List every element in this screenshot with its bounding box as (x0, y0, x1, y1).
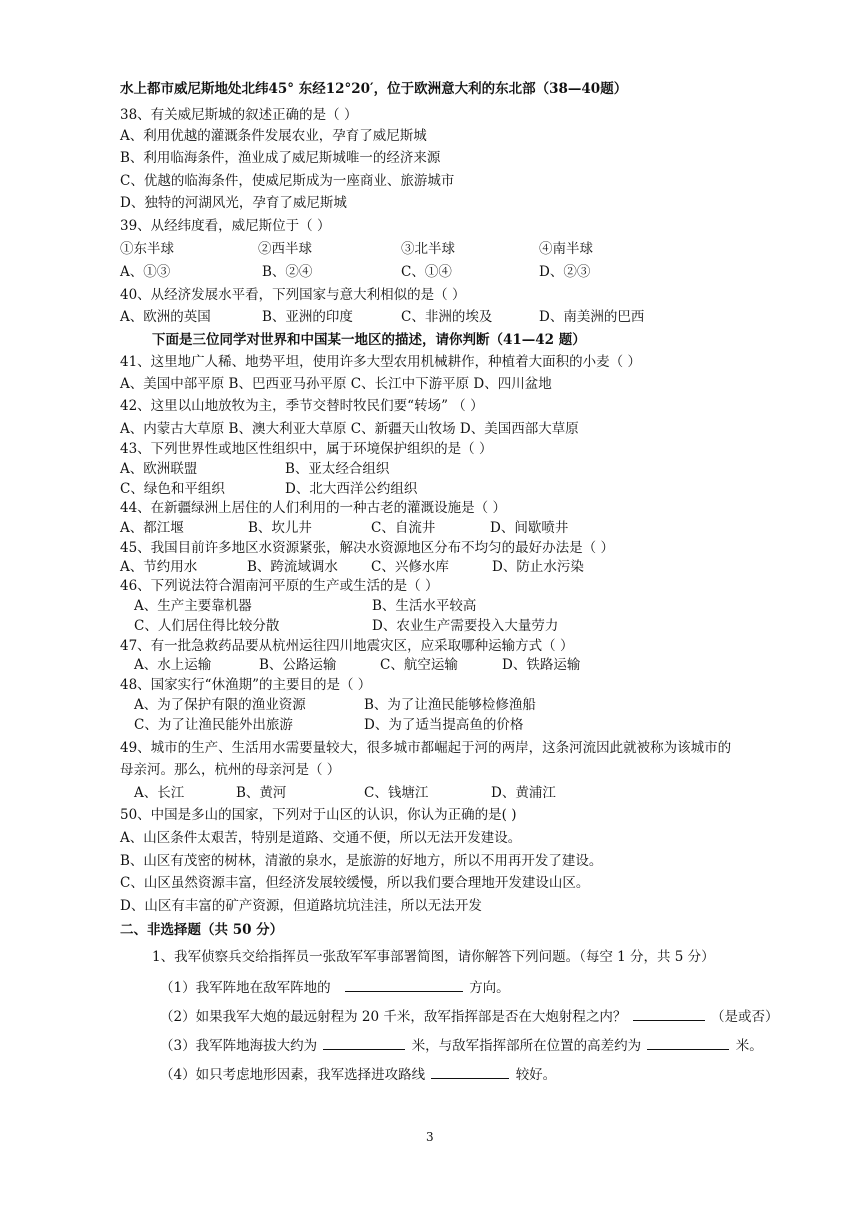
question-48-option-a: A、为了保护有限的渔业资源 (134, 697, 306, 713)
question-48-option-c: C、为了让渔民能外出旅游 (134, 717, 293, 733)
question-40-stem: 40、从经济发展水平看，下列国家与意大利相似的是（ ） (120, 287, 466, 303)
subquestion-2-suffix: （是或否） (710, 1009, 779, 1025)
question-48-stem: 48、国家实行“休渔期”的主要目的是（ ） (120, 677, 372, 693)
question-49-option-c: C、钱塘江 (364, 785, 429, 801)
question-48-option-d: D、为了适当提高鱼的价格 (364, 717, 524, 733)
question-41-options: A、美国中部平原 B、巴西亚马孙平原 C、长江中下游平原 D、四川盆地 (120, 376, 552, 392)
passage-header: 水上都市威尼斯地处北纬45° 东经12°20′，位于欧洲意大利的东北部（38—40题） (120, 81, 628, 97)
q39-choice-3: ③北半球 (401, 241, 455, 257)
subquestion-2 (160, 1006, 778, 1026)
question-49-option-a: A、长江 (134, 785, 185, 801)
question-50-option-b: B、山区有茂密的树林，清澈的泉水，是旅游的好地方，所以不用再开发了建设。 (120, 853, 603, 869)
question-44-option-c: C、自流井 (371, 520, 436, 536)
subquestion-2-text: （2）如果我军大炮的最远射程为 20 千米，敌军指挥部是否在大炮射程之内？ (160, 1009, 627, 1025)
subquestion-4 (160, 1064, 556, 1084)
question-44-option-d: D、间歇喷井 (490, 520, 569, 536)
question-45-option-a: A、节约用水 (120, 559, 198, 575)
subquestion-3-middle: 米，与敌军指挥部所在位置的高差约为 (411, 1038, 642, 1054)
question-44-option-b: B、坎儿井 (248, 520, 312, 536)
question-47-stem: 47、有一批急救药品要从杭州运往四川地震灾区，应采取哪种运输方式（ ） (120, 638, 574, 654)
question-49-stem-line1: 49、城市的生产、生活用水需要量较大，很多城市都崛起于河的两岸，这条河流因此就被称为该城市的 (120, 740, 732, 756)
question-45-option-b: B、跨流域调水 (247, 559, 338, 575)
page-number: 3 (426, 1130, 434, 1144)
question-44-option-a: A、都江堰 (120, 520, 184, 536)
question-46-option-c: C、人们居住得比较分散 (134, 618, 280, 634)
question-45-option-d: D、防止水污染 (492, 559, 584, 575)
question-47-option-a: A、水上运输 (134, 657, 212, 673)
subquestion-3 (160, 1035, 763, 1055)
subquestion-3-suffix: 米。 (735, 1038, 763, 1054)
question-46-option-b: B、生活水平较高 (372, 598, 477, 614)
question-50-stem: 50、中国是多山的国家，下列对于山区的认识，你认为正确的是( ) (120, 807, 517, 823)
question-48-option-b: B、为了让渔民能够检修渔船 (364, 697, 536, 713)
question-49-option-b: B、黄河 (236, 785, 287, 801)
answer-blank-2[interactable] (633, 1006, 705, 1021)
question-49-stem-line2: 母亲河。那么，杭州的母亲河是（ ） (120, 762, 341, 778)
question-50-option-c: C、山区虽然资源丰富，但经济发展较缓慢，所以我们要合理地开发建设山区。 (120, 875, 590, 891)
question-39-stem: 39、从经纬度看，威尼斯位于（ ） (120, 218, 331, 234)
question-46-option-d: D、农业生产需要投入大量劳力 (372, 618, 559, 634)
question-47-option-b: B、公路运输 (259, 657, 337, 673)
question-44-stem: 44、在新疆绿洲上居住的人们利用的一种古老的灌溉设施是（ ） (120, 500, 506, 516)
subquestion-4-suffix: 较好。 (515, 1067, 557, 1083)
question-40-option-c: C、非洲的埃及 (401, 309, 493, 325)
q39-choice-2: ②西半球 (258, 241, 312, 257)
question-38-option-b: B、利用临海条件，渔业成了威尼斯城唯一的经济来源 (120, 150, 441, 166)
question-50-option-d: D、山区有丰富的矿产资源，但道路坑坑洼洼，所以无法开发 (120, 898, 482, 914)
question-50-option-a: A、山区条件太艰苦，特别是道路、交通不便，所以无法开发建设。 (120, 830, 522, 846)
question-38-stem: 38、有关威尼斯城的叙述正确的是（ ） (120, 107, 358, 123)
subquestion-3-text: （3）我军阵地海拔大约为 (160, 1038, 318, 1054)
answer-blank-1[interactable] (345, 977, 463, 992)
question-46-option-a: A、生产主要靠机器 (134, 598, 252, 614)
question-42-stem: 42、这里以山地放牧为主，季节交替时牧民们要“转场” （ ） (120, 398, 484, 414)
question-39-option-a: A、①③ (120, 264, 171, 280)
question-43-option-d: D、北大西洋公约组织 (285, 481, 418, 497)
question-38-option-a: A、利用优越的灌溉条件发展农业，孕育了威尼斯城 (120, 128, 427, 144)
question-43-option-a: A、欧洲联盟 (120, 461, 198, 477)
question-47-option-d: D、铁路运输 (502, 657, 581, 673)
subquestion-1-text: （1）我军阵地在敌军阵地的 (160, 980, 331, 996)
question-39-option-c: C、①④ (401, 264, 452, 280)
question-41-stem: 41、这里地广人稀、地势平坦，使用许多大型农用机械耕作，种植着大面积的小麦（ ） (120, 354, 641, 370)
question-40-option-a: A、欧洲的英国 (120, 309, 211, 325)
q39-choice-1: ①东半球 (120, 241, 174, 257)
answer-blank-4[interactable] (431, 1064, 509, 1079)
part-two-title: 二、非选择题（共 50 分） (120, 922, 284, 938)
subquestion-4-text: （4）如只考虑地形因素，我军选择进攻路线 (160, 1067, 426, 1083)
question-39-option-b: B、②④ (262, 264, 313, 280)
question-47-option-c: C、航空运输 (380, 657, 458, 673)
subquestion-1 (160, 977, 510, 997)
question-46-stem: 46、下列说法符合湄南河平原的生产或生活的是（ ） (120, 578, 439, 594)
subquestion-1-suffix: 方向。 (469, 980, 510, 996)
answer-blank-3a[interactable] (323, 1035, 405, 1050)
question-39-option-d: D、②③ (539, 264, 591, 280)
question-45-option-c: C、兴修水库 (371, 559, 449, 575)
question-49-option-d: D、黄浦江 (491, 785, 556, 801)
question-43-option-c: C、绿色和平组织 (120, 481, 225, 497)
question-43-stem: 43、下列世界性或地区性组织中，属于环境保护组织的是（ ） (120, 441, 493, 457)
question-40-option-b: B、亚洲的印度 (262, 309, 353, 325)
q39-choice-4: ④南半球 (539, 241, 593, 257)
answer-blank-3b[interactable] (647, 1035, 729, 1050)
question-38-option-c: C、优越的临海条件，使威尼斯成为一座商业、旅游城市 (120, 173, 455, 189)
question-45-stem: 45、我国目前许多地区水资源紧张，解决水资源地区分布不均匀的最好办法是（ ） (120, 540, 614, 556)
question-40-option-d: D、南美洲的巴西 (539, 309, 645, 325)
question-38-option-d: D、独特的河湖风光，孕育了威尼斯城 (120, 195, 347, 211)
part-two-intro: 1、我军侦察兵交给指挥员一张敌军军事部署简图，请你解答下列问题。（每空 1 分，共 5 分） (152, 949, 715, 965)
section-note: 下面是三位同学对世界和中国某一地区的描述，请你判断（41—42 题） (152, 332, 586, 348)
question-43-option-b: B、亚太经合组织 (285, 461, 390, 477)
question-42-options: A、内蒙古大草原 B、澳大利亚大草原 C、新疆天山牧场 D、美国西部大草原 (120, 421, 579, 437)
